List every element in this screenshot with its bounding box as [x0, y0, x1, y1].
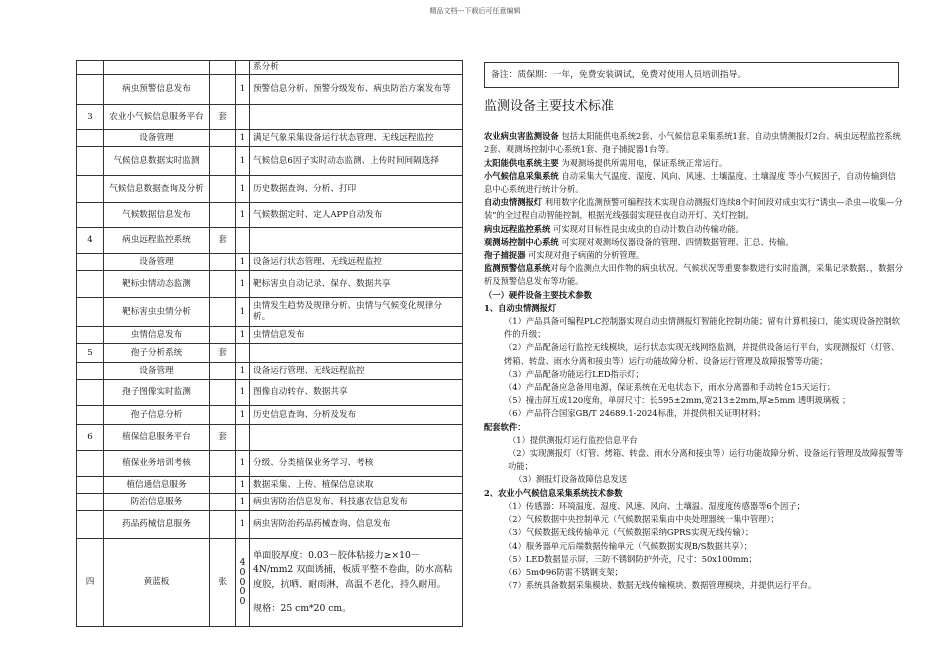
table-cell-name: 设备管理 — [104, 363, 210, 380]
table-cell-content: 历史数据查询、分析、打印 — [250, 176, 463, 203]
list-item: （6）5mΦ96防雷不锈钢支架； — [504, 566, 623, 577]
table-row — [77, 203, 463, 228]
table-cell-name: 孢子分析系统 — [104, 344, 210, 363]
table-cell-name: 植保信息服务平台 — [104, 425, 210, 451]
list-item: （7）系统具备数据采集模块、数据无线传输模块、数据管理模块，并提供运行平台。 — [504, 580, 817, 591]
table-cell-qty: 1 — [236, 298, 250, 327]
table-row — [77, 228, 463, 254]
table-cell-qty-vertical: 4 0 0 0 0 — [239, 556, 246, 608]
table-row — [77, 380, 463, 406]
paragraph: 小气候信息采集系统 自动采集大气温度、湿度、风向、风速、土壤温度、土壤湿度 等小气候因子，自动传输到信息中心系统进行统计分析。 — [484, 170, 896, 195]
table-cell-qty: 1 — [236, 511, 250, 539]
table-cell-content: 设备运行状态管理、无线远程监控 — [250, 254, 463, 271]
table-row — [77, 363, 463, 380]
table-cell-qty: 1 — [236, 451, 250, 477]
table-cell-name: 植保业务培训考核 — [104, 451, 210, 477]
paragraph: 农业病虫害监测设备 包括太阳能供电系统2套、小气候信息采集系统1套、自动虫情测报灯2台、病虫远程监控系统2套、观测场控制中心系统1套、孢子捕捉器1台等。 — [484, 131, 901, 155]
table-cell-name: 靶标害虫虫情分析 — [104, 298, 210, 327]
table-cell-name: 靶标虫情动态监测 — [104, 271, 210, 298]
table-row — [77, 451, 463, 477]
table-cell-name: 设备管理 — [104, 254, 210, 271]
table-cell-name: 病虫远程监控系统 — [104, 228, 210, 254]
table-cell-name: 气候信息数据查询及分析 — [104, 176, 210, 203]
list-item: （2）气候数据中央控制单元（气候数据采集由中央处理器统一集中管理）； — [504, 514, 779, 525]
table-cell-unit: 套 — [210, 344, 236, 363]
list-item: （5）LED数据显示屏，三防不锈钢防护外壳，尺寸：50x100mm； — [504, 553, 757, 564]
table-cell-content: 分级、分类植保业务学习、考核 — [250, 451, 463, 477]
table-row — [77, 271, 463, 298]
table-cell-qty: 1 — [236, 477, 250, 494]
table-cell-unit: 套 — [210, 425, 236, 451]
table-cell-name: 植信通信息服务 — [104, 477, 210, 494]
table-cell-no: 4 — [77, 228, 104, 254]
paragraph: 太阳能供电系统主要 为观测场提供所需用电，保证系统正常运行。 — [484, 157, 728, 168]
table-cell-name: 孢子信息分析 — [104, 406, 210, 425]
paragraph: 监测预警信息系统对每个监测点大田作物的病虫状况、气候状况等重要参数进行实时监测，采集记录数据、，数据分析及预警信息发布等功能。 — [484, 263, 904, 287]
table-row — [77, 75, 463, 105]
paragraph: 观测场控制中心系统 可实现对观测场仪器设备的管理、四情数据管理、汇总、传输。 — [484, 236, 794, 247]
table-cell-no: 5 — [77, 344, 104, 363]
paragraph: 自动虫情测报灯 利用数字化监测预警可编程技术实现自动测报灯连续8个时间段对成虫实行“诱虫—杀虫—收集—分装”的全过程自动智能控制，根据光线强弱实现昼夜自动开灯、关灯控制。 — [484, 197, 903, 221]
table-cell-qty: 1 — [236, 327, 250, 344]
table-cell-qty: 1 — [236, 254, 250, 271]
table-cell-name: 气候数据信息发布 — [104, 203, 210, 228]
list-item: （2）实现测报灯（灯管、烤箱、转盘、雨水分离和接虫等）运行功能故障分析、设备运行管理及故障报警等功能； — [508, 448, 904, 472]
table-row — [77, 147, 463, 176]
table-cell-name: 气候信息数据实时监测 — [104, 147, 210, 176]
table-cell-qty: 1 — [236, 176, 250, 203]
table-cell-content: 历史信息查询、分析及发布 — [250, 406, 463, 425]
table-cell-qty: 1 — [236, 147, 250, 176]
table-cell-content: 气候信息6因子实时动态监测、上传时间间隔选择 — [250, 147, 463, 176]
list-item: （1）传感器：环境温度、湿度、风速、风向、土壤温、湿度度传感器等6个因子； — [504, 500, 805, 511]
table-cell-qty: 1 — [236, 130, 250, 147]
table-cell-content: 虫情信息发布 — [250, 327, 463, 344]
subheading: 配套软件： — [484, 421, 526, 432]
table-cell-name: 孢子图像实时监测 — [104, 380, 210, 406]
table-cell-name: 防治信息服务 — [104, 494, 210, 511]
table-row — [77, 327, 463, 344]
subheading: 2、农业小气候信息采集系统技术参数 — [484, 487, 623, 498]
table-cell-content: 图像自动转存、数据共享 — [250, 380, 463, 406]
paragraph: 孢子捕捉器 可实现对孢子病菌的分析管理。 — [484, 250, 645, 261]
table-cell-content: 虫情发生趋势及规律分析、虫情与气候变化规律分析。 — [250, 298, 463, 327]
list-item: （3）测报灯设备故障信息发送 — [514, 474, 628, 485]
table-cell-content: 系分析 — [250, 61, 463, 75]
table-cell-unit: 张 — [210, 539, 236, 627]
table-cell-name: 药品药械信息服务 — [104, 511, 210, 539]
table-cell-content: 设备运行管理、无线远程监控 — [250, 363, 463, 380]
table-cell-content: 靶标害虫自动记录、保存、数据共享 — [250, 271, 463, 298]
list-item: （4）服务器单元后端数据传输单元（气候数据实现B/S数据共享）； — [504, 540, 753, 551]
table-row — [77, 130, 463, 147]
list-item: （5）撞击屏互成120度角，单屏尺寸：长595±2mm,宽213±2mm,厚≥5mm 透明玻璃板 ； — [504, 395, 851, 406]
table-cell-qty: 1 — [236, 494, 250, 511]
table-row — [77, 494, 463, 511]
table-cell-qty: 1 — [236, 75, 250, 105]
table-cell-unit: 套 — [210, 228, 236, 254]
subheading: （一）硬件设备主要技术参数 — [484, 289, 592, 300]
table-cell-content: 数据采集、上传、植保信息读取 — [250, 477, 463, 494]
table-cell-content: 病虫害防治药品药械查询、信息发布 — [250, 511, 463, 539]
table-cell-content: 预警信息分析、预警分级发布、病虫防治方案发布等 — [250, 75, 463, 105]
paragraph: 病虫远程监控系统 可实现对目标性昆虫成虫的自动计数自动传输功能。 — [484, 223, 744, 234]
list-item: （3）气候数据无线传输单元（气候数据采纳GPRS实现无线传输）； — [504, 527, 754, 538]
table-cell-name: 农业小气候信息服务平台 — [104, 105, 210, 130]
table-row — [77, 425, 463, 451]
table-cell-qty: 1 — [236, 203, 250, 228]
table-cell-name: 黄蓝板 — [104, 539, 210, 627]
list-item: （1）产品具备可编程PLC控制器实现自动虫情测报灯智能化控制功能；留有计算机接口，能实现设备控制软件的升级； — [504, 316, 901, 340]
table-row — [77, 176, 463, 203]
table-row — [77, 539, 463, 627]
table-row — [77, 477, 463, 494]
table-row — [77, 298, 463, 327]
list-item: （1）提供测报灯运行监控信息平台 — [508, 434, 638, 445]
list-item: （4）产品配备应急备用电源，保证系统在无电状态下，雨水分离器和手动转仓15天运行； — [504, 382, 836, 393]
table-row — [77, 254, 463, 271]
table-cell-content: 满足气象采集设备运行状态管理、无线远程监控 — [250, 130, 463, 147]
table-row — [77, 105, 463, 130]
table-cell-no: 3 — [77, 105, 104, 130]
subheading: 1、自动虫情测报灯 — [484, 302, 557, 313]
table-row — [77, 511, 463, 539]
equipment-spec-table — [76, 60, 463, 627]
page-header-note: 精品文档---下载后可任意编辑 — [429, 7, 521, 15]
table-row — [77, 406, 463, 425]
list-item: （6）产品符合国家GB/T 24689.1-2024标准，并提供相关证明材料； — [504, 408, 766, 419]
table-cell-no: 四 — [77, 539, 104, 627]
tech-standards-section — [484, 96, 904, 592]
table-cell-name: 设备管理 — [104, 130, 210, 147]
table-cell-name: 虫情信息发布 — [104, 327, 210, 344]
table-cell-qty: 1 — [236, 271, 250, 298]
table-cell-no: 6 — [77, 425, 104, 451]
table-cell-qty: 1 — [236, 363, 250, 380]
list-item: （3）产品配备功能运行LED指示灯； — [504, 368, 644, 379]
table-cell-unit: 套 — [210, 105, 236, 130]
warranty-note: 备注：质保期：一年，免费安装调试，免费对使用人员培训指导。 — [484, 62, 899, 88]
table-row — [77, 344, 463, 363]
table-cell-content: 单面胶厚度：0.03－胶体粘接力≥×10－4N/mm2 双面诱捕，板质平整不卷曲，防水高粘度胶，抗晒、耐雨淋，高温不老化，持久耐用。 规格：25 cm*20 cm。 — [250, 539, 463, 627]
table-cell-content: 病虫害防治信息发布、科技惠农信息发布 — [250, 494, 463, 511]
list-item: （2）产品配备运行监控无线模块，运行状态实现无线网络监测，并提供设备运行平台，实现测报灯（灯管、烤箱、转盘、雨水分离和接虫等）运行功能故障分析、设备运行管理及故障报警等功能； — [504, 342, 900, 366]
table-cell-qty: 1 — [236, 406, 250, 425]
section-title: 监测设备主要技术标准 — [484, 99, 615, 114]
table-cell-qty: 1 — [236, 380, 250, 406]
table-cell-name: 病虫预警信息发布 — [104, 75, 210, 105]
table-row — [77, 61, 463, 75]
table-cell-content: 气候数据定时、定人APP自动发布 — [250, 203, 463, 228]
